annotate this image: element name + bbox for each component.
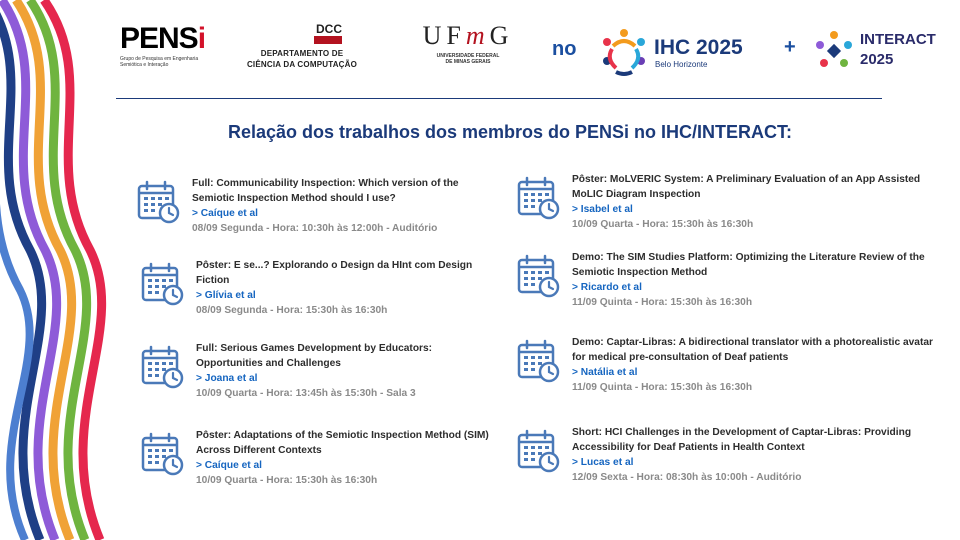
calendar-clock-icon [140, 345, 184, 389]
interact-title: INTERACT [860, 31, 936, 48]
item-author: > Caíque et al [192, 208, 258, 219]
item-datetime: 11/09 Quinta - Hora: 15:30h às 16:30h [572, 297, 753, 308]
ufmg-letter-m: m [465, 21, 490, 50]
ihc-title: IHC 2025 [654, 36, 743, 59]
item-datetime: 11/09 Quinta - Hora: 15:30h às 16:30h [572, 382, 753, 393]
ihc-2025-logo [598, 26, 768, 78]
item-datetime: 10/09 Quarta - Hora: 15:30h às 16:30h [196, 475, 378, 486]
item-title: Full: Communicability Inspection: Which version of the Semiotic Inspection Method should I use? [192, 178, 459, 204]
calendar-clock-icon [516, 429, 560, 473]
schedule-item-text [572, 335, 942, 395]
dcc-abbrev: DCC [316, 22, 342, 36]
pensi-logo-caption: Grupo de Pesquisa em Engenharia Semiótica e Interação [120, 56, 199, 68]
calendar-clock-icon [140, 262, 184, 306]
schedule-item-text [572, 250, 942, 310]
schedule-item-text [196, 258, 496, 318]
schedule-item-text [192, 176, 492, 236]
dcc-dept-line1: DEPARTAMENTO DE [260, 49, 344, 58]
dcc-logo [246, 22, 358, 70]
ufmg-caption-2: DE MINAS GERAIS [445, 59, 491, 65]
item-datetime: 12/09 Sexta - Hora: 08:30h às 10:00h - Auditório [572, 472, 802, 483]
interact-2025-logo [812, 27, 952, 77]
item-datetime: 10/09 Quarta - Hora: 15:30h às 16:30h [572, 219, 754, 230]
dcc-dept-line2: CIÊNCIA DA COMPUTAÇÃO [246, 60, 358, 69]
plus-sign: + [784, 36, 796, 58]
page-title: Relação dos trabalhos dos membros do PENSi no IHC/INTERACT: [227, 122, 793, 142]
interact-people-icon [812, 29, 856, 73]
ihc-people-icon [598, 26, 650, 78]
ufmg-letters-uf: UF [422, 21, 466, 50]
item-title: Pôster: Adaptations of the Semiotic Inspection Method (SIM) Across Different Contexts [196, 430, 489, 456]
dcc-red-bar [314, 36, 342, 44]
header-divider [116, 98, 882, 99]
item-author: > Ricardo et al [572, 282, 642, 293]
item-title: Full: Serious Games Development by Educators: Opportunities and Challenges [196, 343, 433, 369]
item-datetime: 08/09 Segunda - Hora: 10:30h às 12:00h - Auditório [192, 223, 438, 234]
connector-no: no [552, 38, 577, 60]
calendar-clock-icon [516, 339, 560, 383]
item-author: > Caíque et al [196, 460, 262, 471]
item-author: > Lucas et al [572, 457, 634, 468]
ufmg-logo [410, 22, 526, 65]
item-author: > Glívia et al [196, 290, 256, 301]
pensi-logo-name: PENS [120, 22, 198, 55]
ufmg-caption-1: UNIVERSIDADE FEDERAL [436, 53, 500, 59]
calendar-clock-icon [516, 176, 560, 220]
calendar-clock-icon [516, 254, 560, 298]
pensi-logo-i: i [197, 22, 206, 55]
schedule-item-text [572, 172, 942, 232]
item-datetime: 08/09 Segunda - Hora: 15:30h às 16:30h [196, 305, 388, 316]
item-author: > Natália et al [572, 367, 638, 378]
schedule-item-text [196, 428, 496, 488]
pensi-logo [120, 22, 206, 68]
item-title: Pôster: MoLVERIC System: A Preliminary Evaluation of an App Assisted MoLIC Diagram Inspection [572, 174, 921, 200]
item-author: > Isabel et al [572, 204, 633, 215]
calendar-clock-icon [136, 180, 180, 224]
item-title: Demo: Captar-Libras: A bidirectional translator with a photorealistic avatar for medical pre-consultation of Deaf patients [572, 337, 933, 363]
item-datetime: 10/09 Quarta - Hora: 13:45h às 15:30h - Sala 3 [196, 388, 416, 399]
item-author: > Joana et al [196, 373, 258, 384]
calendar-clock-icon [140, 432, 184, 476]
interact-year: 2025 [860, 51, 894, 68]
ihc-subtitle: Belo Horizonte [655, 60, 708, 69]
ufmg-letter-g: G [489, 21, 514, 50]
schedule-item-text [572, 425, 942, 485]
item-title: Demo: The SIM Studies Platform: Optimizing the Literature Review of the Semiotic Inspection Method [572, 252, 925, 278]
item-title: Pôster: E se...? Explorando o Design da HInt com Design Fiction [196, 260, 473, 286]
item-title: Short: HCI Challenges in the Development of Captar-Libras: Providing Accessibility for Deaf Patients in Health Context [572, 427, 912, 453]
header-logos [0, 0, 960, 100]
schedule-item-text [196, 341, 496, 401]
